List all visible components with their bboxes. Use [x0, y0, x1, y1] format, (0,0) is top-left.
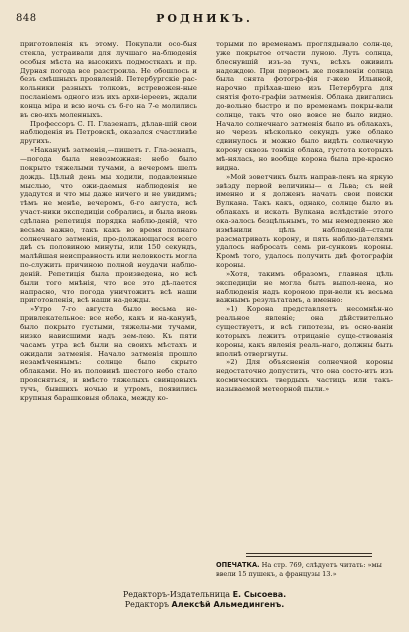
editor-label: Редакторъ — [124, 600, 169, 609]
paragraph: торыми по временамъ проглядывало солн-це, уже покрытое отчасти луною. Луть солнца, блеснувшій изъ-за тучъ, всѣхъ оживилъ надеждою. При первомъ же появленіи солнца была снята фотогра-фія г-жею Ильиной, нарочно пріѣхав-шею изъ Петербурга для снятія фото-графіи затменія. Облака двигались до-вольно быстро и по временамъ покры-вали солнце, такъ что оно вовсе не было видно. Начало солнечнаго затменія было въ облакахъ, но черезъ нѣсколько секундъ уже облако сдвинулось и можно было видѣть солнечную корону сквозь тонкія облака, густота которыхъ мѣ-нялась, но вообще корона была пре-красно видна. — [216, 40, 393, 172]
running-title: РОДНИКЪ. — [156, 12, 253, 25]
publisher-name: Е. Сысоева. — [232, 590, 287, 599]
page-number: 848 — [16, 13, 37, 24]
publisher-line — [0, 590, 409, 600]
paragraph: »Хотя, такимъ образомъ, главная цѣль экспедиціи не могла быть выпол-нена, но наблюденія надъ короною при-вели къ весьма важнымъ результатамъ, а именно: — [216, 269, 393, 305]
imprint — [0, 590, 409, 610]
paragraph: »Мой зоветчикъ былъ направ-ленъ на яркую звѣзду первой величины— α Льва; съ ней именно и я долженъ начать свои поиски Вулкана. Такъ какъ, однако, солнце было въ облакахъ и искать Вулкана вслѣдствіе этого ока-залось безцѣльнымъ, то мы немедленно же измѣнили цѣль наблюденій—стали разсматривать корону, и пять наблю-дателямъ удалось набросать семь ри-сунковъ короны. Кромѣ того, удалось получить двѣ фотографіи короны. — [216, 172, 393, 270]
errata-note — [216, 561, 393, 578]
editor-name: Алексѣй Альмедингенъ. — [171, 600, 285, 609]
right-column — [216, 40, 393, 394]
paragraph: »2) Для объясненія солнечной короны недостаточно допустить, что она состо-итъ изъ космическихъ твердыхъ частицъ или такъ-называемой метеорной пыли.» — [216, 358, 393, 393]
left-column — [20, 40, 197, 403]
paragraph: Профессоръ С. П. Глазенапъ, дѣлав-шій свои наблюденія въ Петровскѣ, оказался счастливѣе другихъ. — [20, 119, 197, 146]
divider — [246, 556, 372, 557]
publisher-label: Редакторъ-Издательница — [122, 590, 231, 599]
divider — [246, 553, 372, 554]
paragraph: »Утро 7-го августа было весьма не-привлекательное: все небо, какъ и на-канунѣ, было покрыто густыми, тяжелы-ми тучами, низко нависшими надъ зем-лею. Къ пяти часамъ утра всѣ были на своихъ мѣстахъ и ожидали затменія. Начало затменія прошло незамѣченнымъ: солнце было скрыто облаками. Но въ половинѣ шестого небо стало проясняться, и вмѣсто тяжелыхъ свинцовыхъ тучъ, бывшихъ ночью и утромъ, появились крупныя барашковыя облака, между ко- — [20, 305, 197, 402]
paragraph: »1) Корона представляетъ несомнѣн-но реальное явленіе; она дѣйствительно существуетъ, и всѣ гипотезы, въ осно-ваніи которыхъ лежитъ отрицаніе суще-ствованія короны, какъ явленія реаль-наго, должны быть вполнѣ отвергнуты. — [216, 305, 393, 358]
editor-line — [0, 600, 409, 610]
paragraph: «Наканунѣ затменія,—пишетъ г. Гла-зенапъ,—погода была невозможная: небо было покрыто тяжелыми тучами, а вечеромъ шелъ дождь. Цѣлый день мы ходили, подавленные мыслью, что ожи-даемыя наблюденія не удадутся и что мы даже ничего и не увидимъ; тѣмъ не менѣе, вечеромъ, 6-го августа, всѣ участ-ники экспедиціи собрались, и была вновь сдѣлана репетиція порядка наблю-деній, что весьма важно, такъ какъ во время полнаго солнечнаго затменія, про-должающагося всего двѣ съ половиною минуты, или 150 секундъ, малѣйшая неисправность или неловкость могла по-служить причиною полной неудачи наблю-деній. Репетиція была произведена, но всѣ были того мнѣнія, что все это дѣ-лается напрасно, что погода уничтожитъ всѣ наши приготовленія, всѣ наши на-дежды. — [20, 146, 197, 305]
errata-label: ОПЕЧАТКА. — [216, 561, 260, 569]
paragraph: приготовленія къ этому. Покупали осо-быя стекла, устраивали для лучшаго на-блюденія особыя мѣста на высокихъ подмосткахъ и пр. Дурная погода все разстроила. Не обошлось и безъ смѣшныхъ проявленій. Петербургскіе рас-кольники разныхъ толковъ, встревожен-ные посланіемъ одного изъ ихъ архи-іереевъ, ждали конца міра и всю ночь съ 6-го на 7-е молились въ сво-ихъ моленныхъ. — [20, 40, 197, 119]
errata-text: На стр. 769, слѣдуетъ читать: »мы ввели 15 пушекъ, а французы 13.» — [216, 561, 382, 578]
